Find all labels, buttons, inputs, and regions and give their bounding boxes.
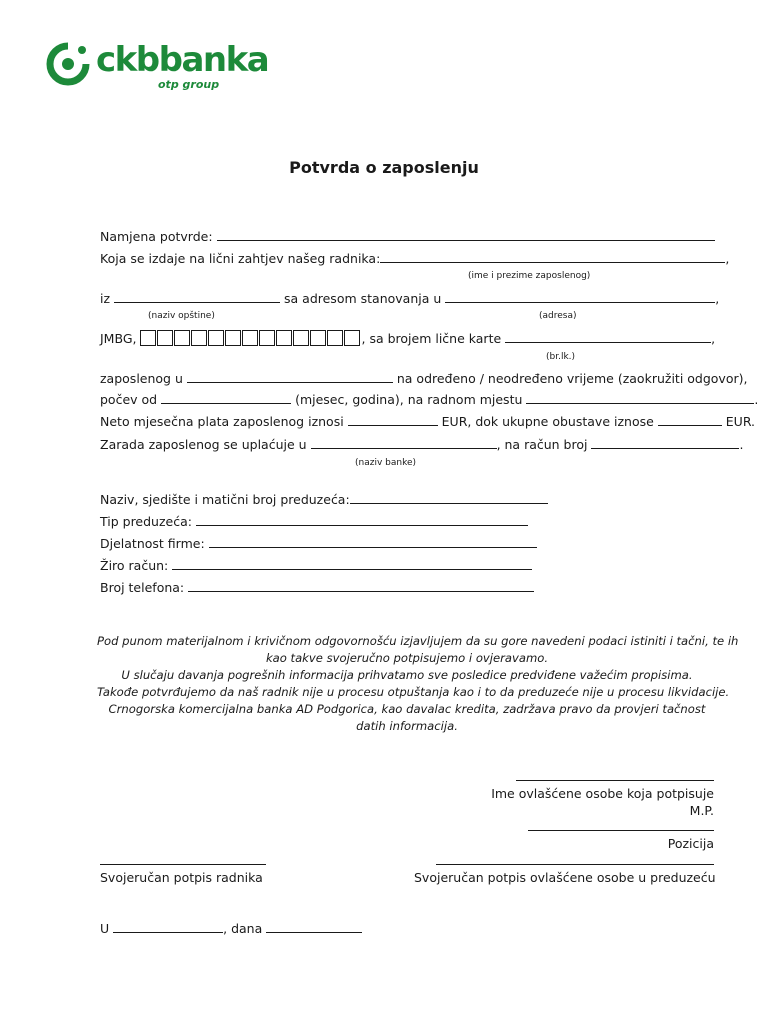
- na-odredjeno-label: na određeno / neodređeno vrijeme (zaokružiti odgovor),: [396, 371, 748, 386]
- declaration-line: Pod punom materijalnom i krivičnom odgovornošću izjavljujem da su gore navedeni podaci istiniti i tačni, te ih: [97, 634, 739, 648]
- adresa-hint: (adresa): [539, 311, 577, 321]
- potpis-ovlascene-line[interactable]: [436, 864, 714, 865]
- radno-mjesto-field[interactable]: [526, 391, 754, 404]
- djelatnost-label: Djelatnost firme:: [100, 536, 205, 551]
- declaration: [97, 633, 739, 735]
- obustave-field[interactable]: [658, 413, 722, 426]
- naziv-preduzeca-field[interactable]: [350, 491, 548, 504]
- page-title: Potvrda o zaposlenju: [289, 158, 479, 177]
- opstina-field[interactable]: [114, 290, 280, 303]
- broj-telefona-field[interactable]: [188, 579, 534, 592]
- pocev-od-label: počev od: [100, 392, 158, 407]
- row-namjena: [100, 228, 715, 244]
- declaration-line: Crnogorska komercijalna banka AD Podgorica, kao davalac kredita, zadržava pravo da provjeri tačnost: [108, 702, 706, 716]
- row-zarada: Zarada zaposlenog se uplaćuje u , na račun broj .: [100, 437, 744, 452]
- racun-broj-field[interactable]: [591, 436, 739, 449]
- banka-field[interactable]: [311, 436, 497, 449]
- ime-ovlascene-line[interactable]: [516, 780, 714, 781]
- potpis-radnika-label: Svojeručan potpis radnika: [100, 870, 263, 885]
- logo-wordmark: ckbbanka: [96, 40, 269, 80]
- naziv-opstine-hint: (naziv opštine): [148, 311, 215, 321]
- poslodavac-field[interactable]: [187, 370, 393, 383]
- datum-field[interactable]: [266, 920, 362, 933]
- row-djelatnost: [100, 535, 537, 551]
- pocev-od-field[interactable]: [161, 391, 291, 404]
- jmbg-boxes[interactable]: [140, 331, 361, 346]
- zaposlenog-u-label: zaposlenog u: [100, 371, 183, 386]
- row-naziv-preduzeca: [100, 491, 548, 507]
- naziv-preduzeca-label: Naziv, sjedište i matični broj preduzeća:: [100, 492, 350, 507]
- row-ziro-racun: [100, 557, 532, 573]
- eur-label: EUR.: [725, 414, 756, 429]
- row-zaposlenog-u: [100, 370, 747, 386]
- ime-ovlascene-label: Ime ovlašćene osobe koja potpisuje: [491, 786, 714, 801]
- logo-mark-icon: [46, 42, 90, 86]
- neto-plata-field[interactable]: [348, 413, 438, 426]
- mjesto-field[interactable]: [113, 920, 223, 933]
- djelatnost-field[interactable]: [209, 535, 537, 548]
- row-broj-telefona: [100, 579, 534, 595]
- broj-telefona-label: Broj telefona:: [100, 580, 185, 595]
- na-racun-label: , na račun broj: [496, 437, 588, 452]
- licna-karta-field[interactable]: [505, 330, 711, 343]
- sa-brojem-label: sa brojem lične karte: [369, 331, 502, 346]
- ime-hint: (ime i prezime zaposlenog): [468, 271, 591, 281]
- pozicija-label: Pozicija: [667, 836, 714, 851]
- declaration-line: kao takve svojeručno potpisujemo i ovjeravamo.: [265, 651, 549, 665]
- namjena-label: Namjena potvrde:: [100, 229, 213, 244]
- logo: [46, 38, 276, 94]
- row-adresa: iz sa adresom stanovanja u ,: [100, 291, 720, 306]
- row-tip-preduzeca: [100, 513, 528, 529]
- row-mjesto-datum: [100, 920, 362, 936]
- adresa-field[interactable]: [445, 290, 715, 303]
- ime-radnika-field[interactable]: [380, 250, 725, 263]
- iz-label: iz: [100, 291, 111, 306]
- sa-adresom-label: sa adresom stanovanja u: [284, 291, 442, 306]
- naziv-banke-hint: (naziv banke): [355, 458, 417, 468]
- tip-preduzeca-label: Tip preduzeća:: [100, 514, 192, 529]
- declaration-line: U slučaju davanja pogrešnih informacija prihvatamo sve posledice predviđene važećim propisima.: [121, 668, 693, 682]
- pozicija-line[interactable]: [528, 830, 714, 831]
- u-label: U: [100, 921, 110, 936]
- namjena-field[interactable]: [217, 228, 715, 241]
- eur-dok-label: EUR, dok ukupne obustave iznose: [441, 414, 654, 429]
- brlk-hint: (br.lk.): [546, 352, 576, 362]
- row-pocev-od: počev od (mjesec, godina), na radnom mjestu .: [100, 392, 759, 407]
- mjesec-godina-label: (mjesec, godina), na radnom mjestu: [295, 392, 523, 407]
- row-neto: [100, 413, 755, 429]
- ziro-racun-field[interactable]: [172, 557, 532, 570]
- tip-preduzeca-field[interactable]: [196, 513, 528, 526]
- neto-label: Neto mjesečna plata zaposlenog iznosi: [100, 414, 344, 429]
- ziro-racun-label: Žiro račun:: [100, 558, 169, 573]
- row-jmbg: JMBG, , sa brojem lične karte ,: [100, 331, 716, 346]
- row-koja-se-izdaje: Koja se izdaje na lični zahtjev našeg radnika: ,: [100, 251, 730, 266]
- declaration-line: datih informacija.: [356, 719, 458, 733]
- mp-label: M.P.: [689, 803, 714, 818]
- potpis-ovlascene-label: Svojeručan potpis ovlašćene osobe u preduzeću: [414, 870, 716, 885]
- dana-label: , dana: [223, 921, 263, 936]
- zarada-label: Zarada zaposlenog se uplaćuje u: [100, 437, 307, 452]
- jmbg-label: JMBG,: [100, 331, 137, 346]
- potpis-radnika-line[interactable]: [100, 864, 266, 865]
- logo-sub: otp group: [158, 78, 220, 91]
- koja-se-izdaje-label: Koja se izdaje na lični zahtjev našeg radnika:: [100, 251, 381, 266]
- declaration-line: Takođe potvrđujemo da naš radnik nije u procesu otpuštanja kao i to da preduzeće nije u procesu likvidacije.: [97, 685, 730, 699]
